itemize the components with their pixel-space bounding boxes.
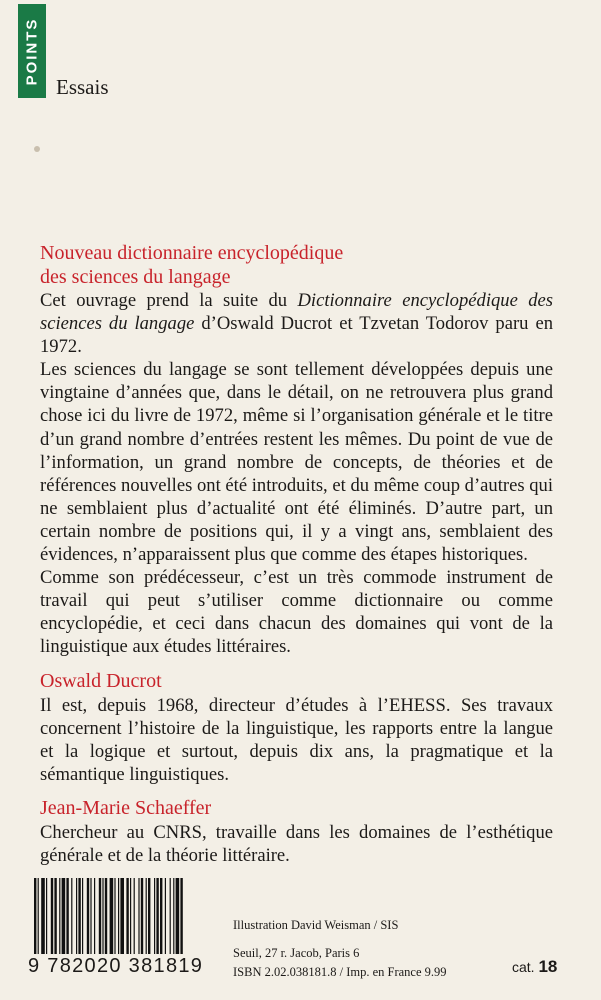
description-paragraph-2: Les sciences du langage se sont tellement développées depuis une vingtaine d’années que, dans le détail, on ne retrouvera plus grand chose ici du livre de 1972, même si l’organisation générale et le titre d’un grand nombre d’entrées restent les mêmes. Du point de vue de l’information, un grand nombre de concepts, de théories et de références nouvelles ont été introduits, et du même coup d’autres qui ne semblaient plus d’actualité ont été éliminés. D’autre part, un certain nombre de positions qui, il y a vingt ans, semblaient des évidences, n’apparaissent plus que comme des étapes historiques. xyxy=(40,359,553,566)
barcode-bar xyxy=(99,878,101,954)
barcode-bar xyxy=(154,878,155,954)
barcode-bar xyxy=(120,878,124,954)
barcode-bar xyxy=(134,878,135,954)
barcode-bar xyxy=(165,878,166,954)
barcode-bar xyxy=(156,878,158,954)
barcode-bar xyxy=(148,878,150,954)
barcode-bar xyxy=(59,878,60,954)
category-number: 18 xyxy=(538,957,558,976)
barcode-bar xyxy=(105,878,107,954)
description-p1-end: d’Oswald Ducrot et Tzvetan Todorov paru en 1972. xyxy=(40,313,553,358)
book-title xyxy=(40,241,553,289)
description-p1-start: Cet ouvrage prend la suite du xyxy=(40,290,298,311)
back-cover-text xyxy=(40,241,553,867)
isbn-barcode xyxy=(34,878,223,954)
barcode-bar xyxy=(54,878,56,954)
barcode-digits: 9 782020 381819 xyxy=(28,955,204,977)
barcode-bar xyxy=(118,878,119,954)
barcode-bar xyxy=(102,878,103,954)
barcode-bar xyxy=(160,878,162,954)
ink-smudge xyxy=(34,146,40,152)
barcode-bar xyxy=(94,878,95,954)
barcode-bar xyxy=(114,878,115,954)
barcode-bar xyxy=(38,878,39,954)
barcode-bar xyxy=(173,878,174,954)
publisher-address: Seuil, 27 r. Jacob, Paris 6 xyxy=(233,946,360,960)
barcode-bar xyxy=(180,878,182,954)
barcode-bar xyxy=(76,878,77,954)
illustration-credit: Illustration David Weisman / SIS xyxy=(233,918,399,932)
barcode-bar xyxy=(110,878,114,954)
imprint-block xyxy=(233,916,447,982)
barcode-bar xyxy=(126,878,128,954)
author-name-schaeffer: Jean-Marie Schaeffer xyxy=(40,796,212,819)
category-label xyxy=(512,957,557,977)
barcode-bar xyxy=(146,878,147,954)
barcode-bar xyxy=(170,878,171,954)
author-bio-schaeffer: Chercheur au CNRS, travaille dans les domaines de l’esthétique générale et de la théorie littéraire. xyxy=(40,821,553,866)
barcode-bar xyxy=(51,878,53,954)
points-logo xyxy=(18,4,46,98)
category-prefix: cat. xyxy=(512,959,535,975)
barcode-bar xyxy=(138,878,139,954)
barcode-bar xyxy=(71,878,72,954)
isbn-line: ISBN 2.02.038181.8 / Imp. en France 9.99 xyxy=(233,965,447,979)
book-title-line-2: des sciences du langage xyxy=(40,266,231,288)
barcode-bar xyxy=(90,878,91,954)
barcode-bar xyxy=(78,878,80,954)
original-work-title: Dictionnaire encyclopédique des sciences du langage xyxy=(40,290,553,335)
description-paragraph-1 xyxy=(40,289,553,358)
author-name-ducrot: Oswald Ducrot xyxy=(40,669,162,692)
barcode-bar xyxy=(34,878,36,954)
barcode-bar xyxy=(62,878,66,954)
barcode-bar xyxy=(66,878,68,954)
collection-name: Essais xyxy=(56,75,109,99)
barcode-bar xyxy=(82,878,83,954)
author-bio-ducrot: Il est, depuis 1968, directeur d’études à l’EHESS. Ses travaux concernent l’histoire de la linguistique, les rapports entre la langue et la logique et surtout, depuis dix ans, la pragmatique et la sémantique linguistiques. xyxy=(40,694,553,785)
barcode-bar xyxy=(130,878,131,954)
barcode-bar xyxy=(141,878,143,954)
barcode-bar xyxy=(176,878,180,954)
barcode-bar xyxy=(46,878,47,954)
book-title-line-1: Nouveau dictionnaire encyclopédique xyxy=(40,242,344,264)
description-paragraph-3: Comme son prédécesseur, c’est un très commode instrument de travail qui peut s’utiliser comme dictionnaire ou comme encyclopédie, et ceci dans chacun des domaines qui vont de la linguistique aux études littéraires. xyxy=(40,567,553,658)
barcode-bar xyxy=(41,878,45,954)
barcode-bar xyxy=(87,878,89,954)
points-logo-text: POINTS xyxy=(23,17,41,85)
